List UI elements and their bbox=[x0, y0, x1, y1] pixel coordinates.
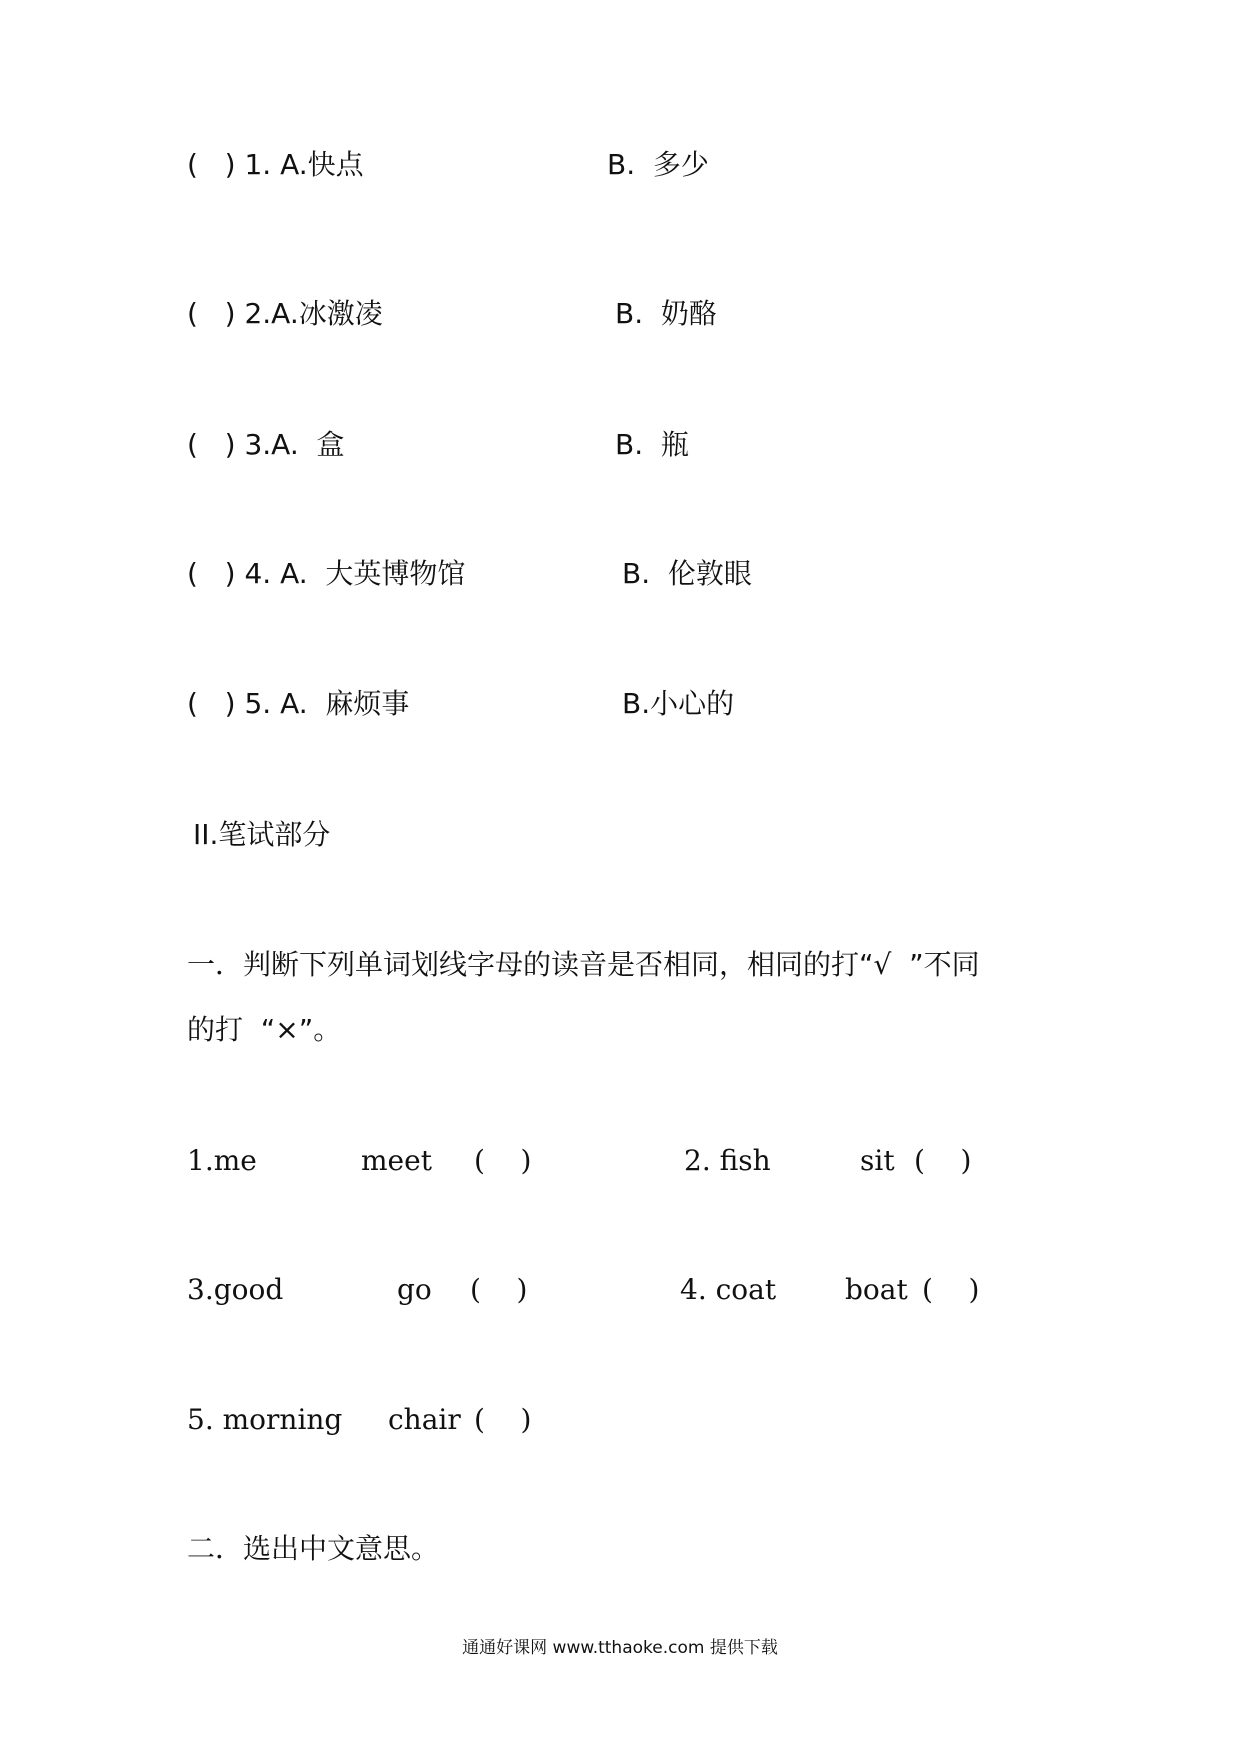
q1-item-1-paren: ( ) bbox=[474, 1144, 532, 1177]
q1-item-1-word2: meet bbox=[361, 1144, 432, 1177]
q1-item-5-word2: chair bbox=[388, 1403, 461, 1436]
item-4-right: B. 伦敦眼 bbox=[622, 557, 752, 590]
item-5-right: B.小心的 bbox=[622, 687, 735, 720]
item-2-left: ( ) 2.A.冰激凌 bbox=[187, 297, 383, 330]
q1-item-2-word1: 2. fish bbox=[684, 1144, 771, 1177]
page-footer: 通通好课网 www.tthaoke.com 提供下载 bbox=[462, 1638, 778, 1658]
item-3-right: B. 瓶 bbox=[615, 428, 689, 461]
q1-item-2-word2: sit bbox=[860, 1144, 895, 1177]
item-1-right: B. 多少 bbox=[607, 148, 709, 181]
q1-item-5-word1: 5. morning bbox=[187, 1403, 343, 1436]
q1-item-4-paren: ( ) bbox=[922, 1273, 980, 1306]
q1-item-3-word1: 3.good bbox=[187, 1273, 284, 1306]
q1-item-1-word1: 1.me bbox=[187, 1144, 257, 1177]
q1-item-3-paren: ( ) bbox=[470, 1273, 528, 1306]
item-1-left: ( ) 1. A.快点 bbox=[187, 148, 364, 181]
q1-instruction-line1: 一．判断下列单词划线字母的读音是否相同，相同的打“√ ”不同 bbox=[187, 948, 980, 981]
q1-item-3-word2: go bbox=[397, 1273, 432, 1306]
item-2-right: B. 奶酪 bbox=[615, 297, 717, 330]
q2-title: 二．选出中文意思。 bbox=[187, 1532, 440, 1565]
section-title: II.笔试部分 bbox=[193, 818, 331, 851]
q1-item-5-paren: ( ) bbox=[474, 1403, 532, 1436]
item-4-left: ( ) 4. A. 大英博物馆 bbox=[187, 557, 466, 590]
q1-item-4-word1: 4. coat bbox=[680, 1273, 777, 1306]
item-3-left: ( ) 3.A. 盒 bbox=[187, 428, 345, 461]
item-5-left: ( ) 5. A. 麻烦事 bbox=[187, 687, 410, 720]
q1-item-4-word2: boat bbox=[845, 1273, 908, 1306]
q1-item-2-paren: ( ) bbox=[914, 1144, 972, 1177]
q1-instruction-line2: 的打 “×”。 bbox=[187, 1013, 342, 1046]
